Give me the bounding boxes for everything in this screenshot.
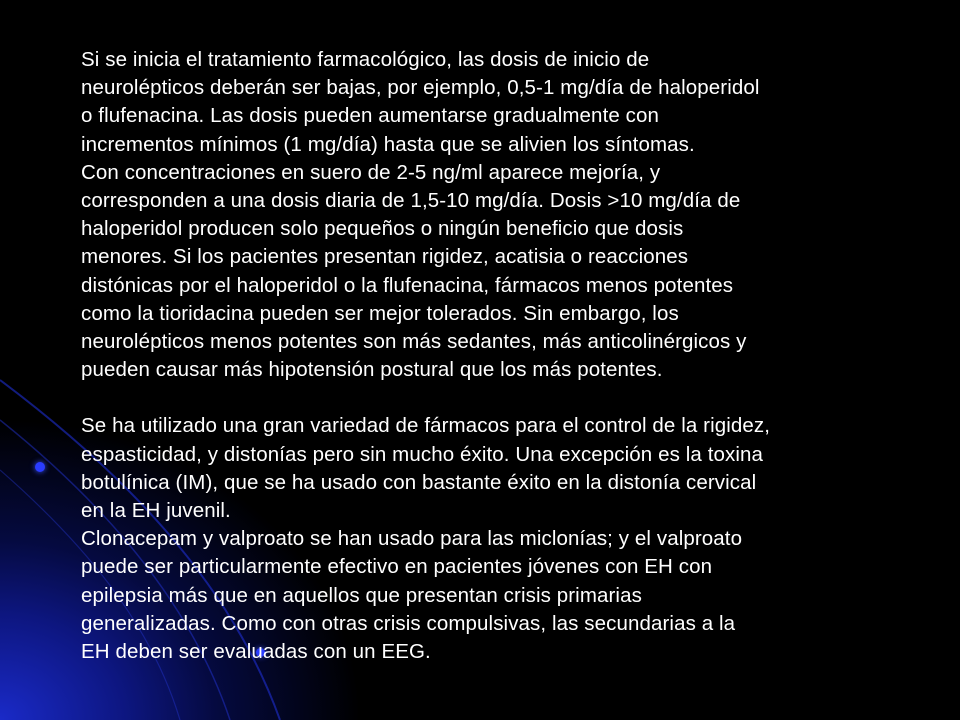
- text-line: Clonacepam y valproato se han usado para las miclonías; y el valproato: [81, 527, 743, 551]
- text-line: neurolépticos menos potentes son más sedantes, más anticolinérgicos y: [81, 330, 747, 354]
- text-line: incrementos mínimos (1 mg/día) hasta que se alivien los síntomas.: [81, 132, 695, 156]
- text-line: EH deben ser evaluadas con un EEG.: [81, 640, 431, 664]
- text-line: epilepsia más que en aquellos que presentan crisis primarias: [81, 583, 642, 607]
- text-line: neurolépticos deberán ser bajas, por ejemplo, 0,5-1 mg/día de haloperidol: [81, 76, 760, 100]
- text-line: como la tioridacina pueden ser mejor tolerados. Sin embargo, los: [81, 301, 679, 325]
- text-line: botulínica (IM), que se ha usado con bastante éxito en la distonía cervical: [81, 470, 757, 494]
- text-line: corresponden a una dosis diaria de 1,5-10 mg/día. Dosis >10 mg/día de: [81, 189, 741, 213]
- text-line: Con concentraciones en suero de 2-5 ng/ml aparece mejoría, y: [81, 160, 661, 184]
- slide-body-text: [81, 46, 901, 666]
- text-line: haloperidol producen solo pequeños o ningún beneficio que dosis: [81, 217, 684, 241]
- decorative-dot: [35, 462, 45, 472]
- text-line: Si se inicia el tratamiento farmacológico, las dosis de inicio de: [81, 48, 650, 71]
- text-line: Se ha utilizado una gran variedad de fármacos para el control de la rigidez,: [81, 414, 771, 438]
- text-line: pueden causar más hipotensión postural que los más potentes.: [81, 358, 663, 382]
- paragraph-gap: [81, 384, 901, 412]
- text-line: o flufenacina. Las dosis pueden aumentarse gradualmente con: [81, 104, 660, 128]
- text-line: generalizadas. Como con otras crisis compulsivas, las secundarias a la: [81, 611, 736, 635]
- text-line: puede ser particularmente efectivo en pacientes jóvenes con EH con: [81, 555, 713, 579]
- text-line: distónicas por el haloperidol o la flufenacina, fármacos menos potentes: [81, 273, 734, 297]
- text-line: en la EH juvenil.: [81, 499, 231, 523]
- text-line: menores. Si los pacientes presentan rigidez, acatisia o reacciones: [81, 245, 689, 269]
- text-line: espasticidad, y distonías pero sin mucho éxito. Una excepción es la toxina: [81, 442, 763, 466]
